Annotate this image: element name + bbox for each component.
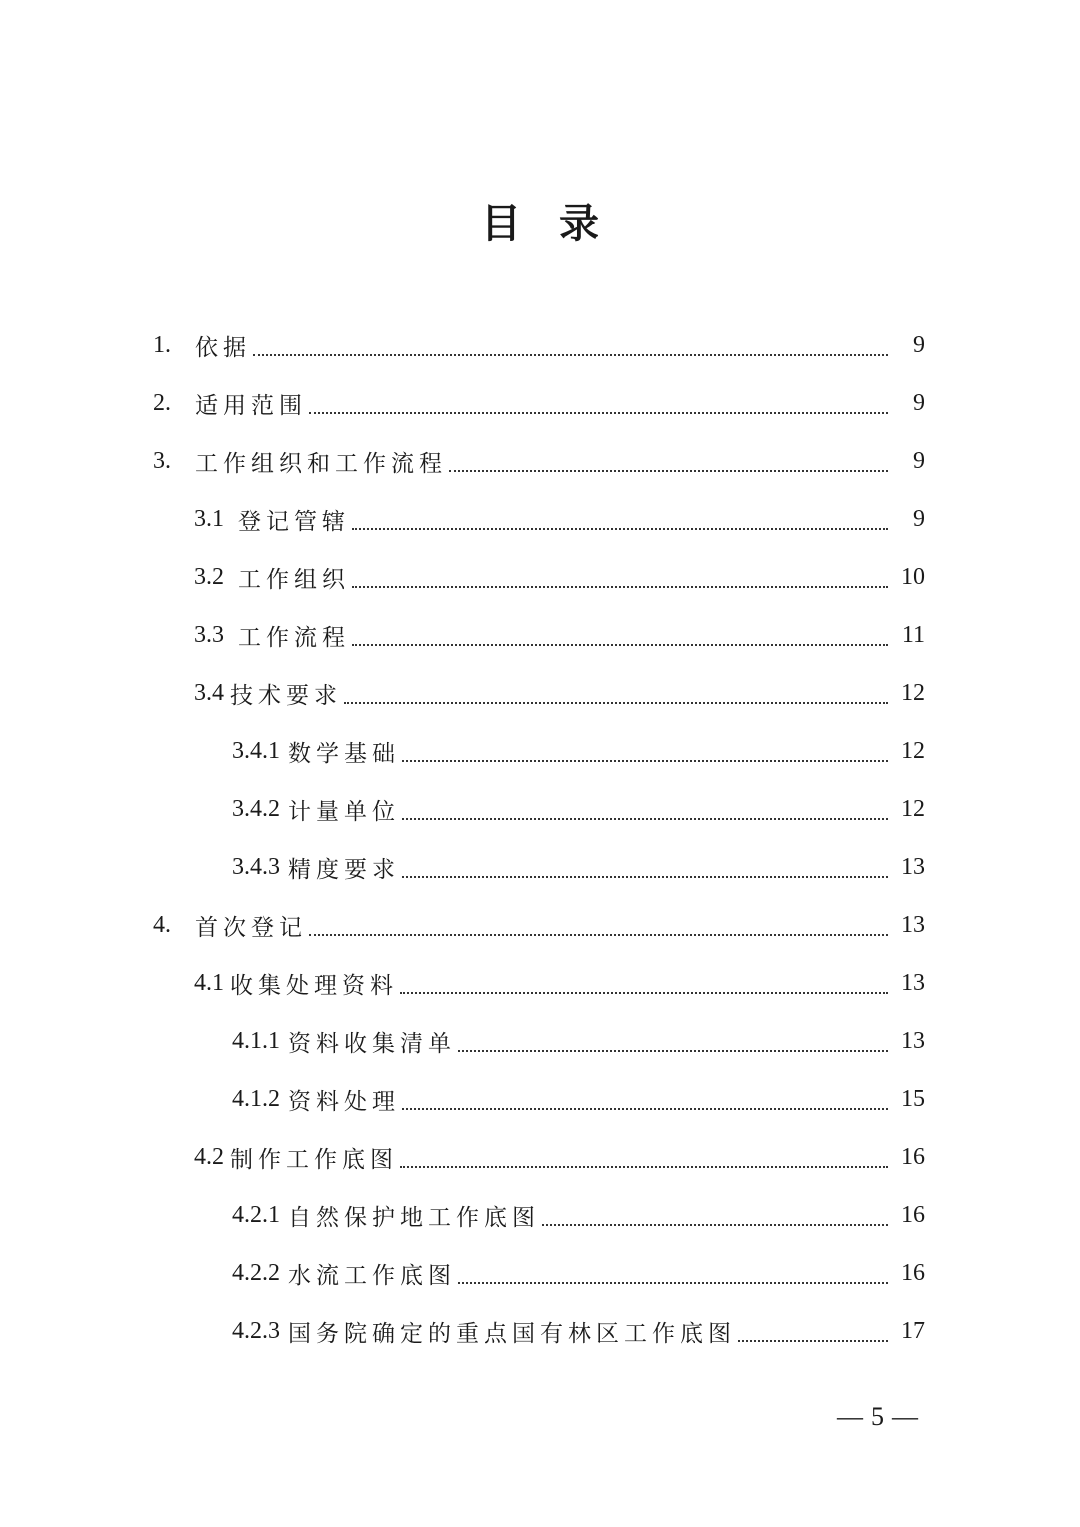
toc-entry-number: 3.4	[194, 679, 224, 706]
toc-entry-page: 12	[901, 679, 925, 706]
toc-dot-leader	[352, 644, 888, 646]
footer-dash-right: —	[892, 1402, 918, 1431]
toc-entry-number: 4.	[153, 911, 171, 938]
toc-entry-number: 1.	[153, 331, 171, 358]
toc-entry-page: 16	[901, 1201, 925, 1228]
toc-entry-number: 3.3	[194, 621, 224, 648]
toc-entry-page: 13	[901, 969, 925, 996]
toc-entry-title: 登记管辖	[238, 508, 350, 535]
toc-entry-page: 16	[901, 1143, 925, 1170]
toc-entry-page: 11	[901, 621, 925, 648]
toc-dot-leader	[402, 876, 888, 878]
toc-entry-number: 4.1	[194, 969, 224, 996]
toc-entry-page: 9	[913, 331, 925, 358]
page-footer	[829, 1402, 926, 1432]
toc-entry-title: 国务院确定的重点国有林区工作底图	[288, 1320, 736, 1347]
toc-entry-number: 4.2.3	[232, 1317, 280, 1344]
toc-entry[interactable]	[0, 374, 1080, 432]
toc-entry-number: 4.2.1	[232, 1201, 280, 1228]
toc-dot-leader	[738, 1340, 888, 1342]
toc-dot-leader	[449, 470, 888, 472]
toc-dot-leader	[352, 528, 888, 530]
toc-dot-leader	[402, 760, 888, 762]
toc-entry-page: 9	[913, 389, 925, 416]
toc-entry-page: 15	[901, 1085, 925, 1112]
toc-entry[interactable]	[0, 954, 1080, 1012]
toc-entry-page: 9	[913, 447, 925, 474]
title-char-2: 录	[559, 200, 599, 247]
toc-entry-title: 资料收集清单	[288, 1030, 456, 1057]
toc-entry-title: 工作组织和工作流程	[195, 450, 447, 477]
toc-entry[interactable]	[0, 316, 1080, 374]
toc-entry[interactable]	[0, 838, 1080, 896]
toc-dot-leader	[458, 1050, 888, 1052]
toc-entry-page: 13	[901, 1027, 925, 1054]
toc-dot-leader	[458, 1282, 888, 1284]
page-title	[0, 200, 1080, 248]
toc-entry-page: 12	[901, 795, 925, 822]
toc-entry-number: 2.	[153, 389, 171, 416]
toc-dot-leader	[400, 1166, 888, 1168]
toc-entry-number: 4.1.2	[232, 1085, 280, 1112]
toc-entry-title: 水流工作底图	[288, 1262, 456, 1289]
toc-entry[interactable]	[0, 1186, 1080, 1244]
toc-entry-title: 收集处理资料	[230, 972, 398, 999]
toc-entry-page: 12	[901, 737, 925, 764]
toc-entry[interactable]	[0, 664, 1080, 722]
toc-entry[interactable]	[0, 722, 1080, 780]
toc-entry-title: 计量单位	[288, 798, 400, 825]
toc-dot-leader	[402, 818, 888, 820]
toc-entry[interactable]	[0, 780, 1080, 838]
toc-entry-page: 13	[901, 853, 925, 880]
toc-entry-number: 4.2.2	[232, 1259, 280, 1286]
toc-entry-title: 技术要求	[230, 682, 342, 709]
toc-entry[interactable]	[0, 606, 1080, 664]
toc-entry-page: 17	[901, 1317, 925, 1344]
toc-entry-page: 9	[913, 505, 925, 532]
toc-entry-number: 4.2	[194, 1143, 224, 1170]
toc-entry[interactable]	[0, 1070, 1080, 1128]
toc-entry-number: 3.1	[194, 505, 224, 532]
toc-entry[interactable]	[0, 896, 1080, 954]
toc-entry-page: 13	[901, 911, 925, 938]
toc-entry-number: 4.1.1	[232, 1027, 280, 1054]
toc-entry[interactable]	[0, 432, 1080, 490]
toc-dot-leader	[344, 702, 888, 704]
toc-entry-title: 资料处理	[288, 1088, 400, 1115]
toc-dot-leader	[542, 1224, 888, 1226]
toc-entry[interactable]	[0, 548, 1080, 606]
toc-entry-number: 3.	[153, 447, 171, 474]
toc-entry-title: 首次登记	[195, 914, 307, 941]
toc-entry-title: 精度要求	[288, 856, 400, 883]
toc-dot-leader	[402, 1108, 888, 1110]
toc-entry-number: 3.4.2	[232, 795, 280, 822]
toc-entry-title: 数学基础	[288, 740, 400, 767]
toc-dot-leader	[400, 992, 888, 994]
toc-entry[interactable]	[0, 1244, 1080, 1302]
toc-entry-title: 工作组织	[238, 566, 350, 593]
toc-entry-title: 依据	[195, 334, 251, 361]
toc-entry-title: 适用范围	[195, 392, 307, 419]
toc-entry[interactable]	[0, 1012, 1080, 1070]
toc-entry[interactable]	[0, 490, 1080, 548]
toc-entry-title: 工作流程	[238, 624, 350, 651]
toc-entry-page: 16	[901, 1259, 925, 1286]
toc-entry[interactable]	[0, 1128, 1080, 1186]
toc-dot-leader	[253, 354, 888, 356]
toc-entry-page: 10	[901, 563, 925, 590]
toc-entry-number: 3.4.1	[232, 737, 280, 764]
footer-page-number: 5	[871, 1402, 884, 1431]
toc-entry-title: 制作工作底图	[230, 1146, 398, 1173]
toc-entry[interactable]	[0, 1302, 1080, 1360]
toc-dot-leader	[309, 412, 888, 414]
toc-dot-leader	[352, 586, 888, 588]
toc-entry-number: 3.4.3	[232, 853, 280, 880]
footer-dash-left: —	[837, 1402, 863, 1431]
toc-entry-title: 自然保护地工作底图	[288, 1204, 540, 1231]
toc-dot-leader	[309, 934, 888, 936]
title-char-1: 目	[481, 200, 521, 247]
toc-entry-number: 3.2	[194, 563, 224, 590]
